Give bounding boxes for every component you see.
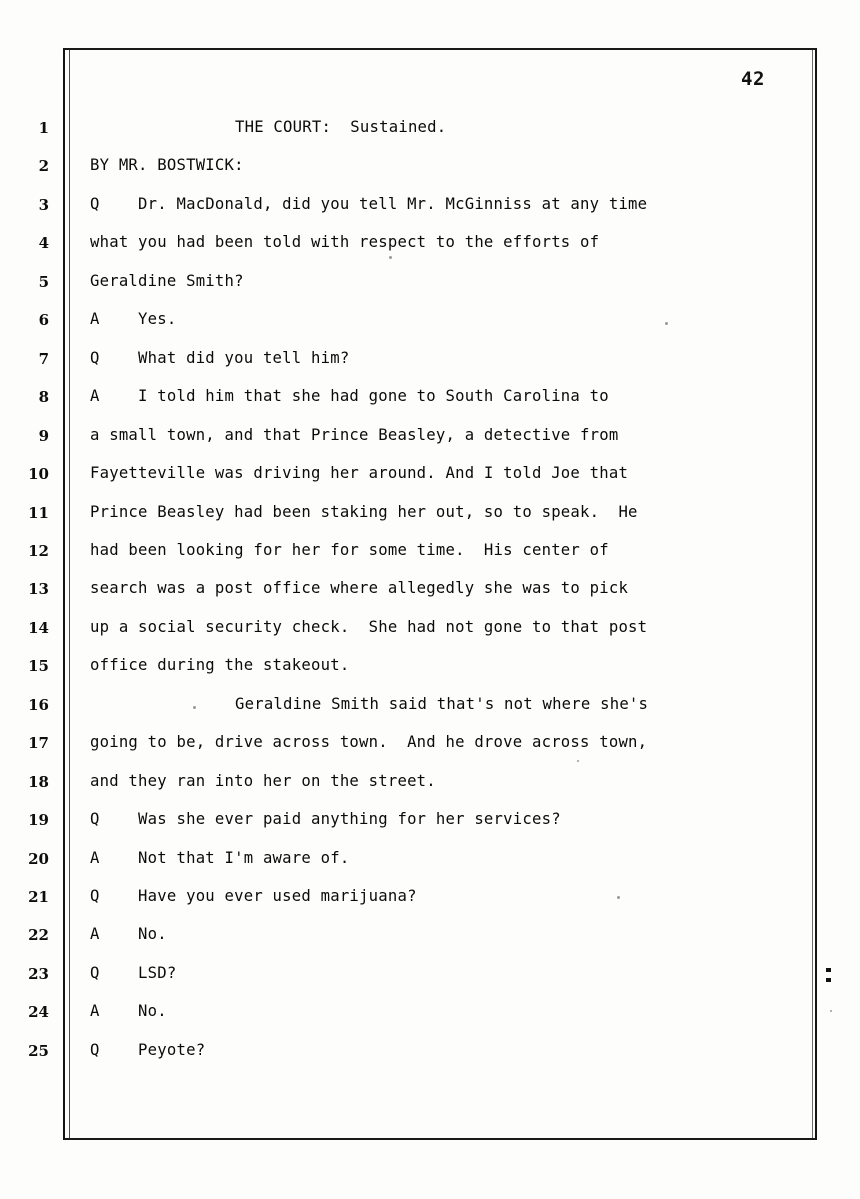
line-number: 15 [28,657,49,676]
line-number: 21 [28,888,49,906]
transcript-line: A No. [90,925,167,944]
transcript-line: A No. [90,1002,167,1021]
line-number: 11 [28,503,49,522]
scan-speckle [577,760,579,762]
scan-edge-mark [826,968,831,972]
transcript-line: Q What did you tell him? [90,348,350,367]
line-number: 17 [28,734,49,753]
transcript-line: Geraldine Smith said that's not where she's [235,694,649,713]
transcript-line: Q LSD? [90,963,177,982]
line-number: 2 [38,157,49,176]
transcript-line: BY MR. BOSTWICK: [90,156,244,175]
transcript-line: Geraldine Smith? [90,271,244,290]
line-number: 24 [28,1003,49,1022]
transcript-line: going to be, drive across town. And he drove across town, [90,733,648,752]
line-number: 1 [38,119,49,137]
transcript-line: Q Peyote? [90,1040,206,1059]
line-number: 4 [38,234,49,253]
line-number: 6 [38,311,49,330]
scan-speckle [193,706,196,709]
line-number: 14 [28,618,49,637]
line-number: 3 [38,195,49,214]
transcript-line: search was a post office where allegedly she was to pick [90,579,629,598]
line-number: 8 [38,388,49,407]
line-number: 5 [38,272,49,291]
line-number: 23 [28,964,49,983]
line-number: 20 [28,849,49,868]
transcript-line: and they ran into her on the street. [90,771,436,790]
line-number: 10 [28,465,49,484]
transcript-line: Q Was she ever paid anything for her services? [90,810,561,829]
page-number: 42 [741,68,765,90]
transcript-line: A Not that I'm aware of. [90,848,350,867]
transcript-line: Q Have you ever used marijuana? [90,887,417,905]
transcript-line: Q Dr. MacDonald, did you tell Mr. McGinniss at any time [90,194,648,213]
transcript-line: office during the stakeout. [90,656,350,675]
transcript-line: A I told him that she had gone to South Carolina to [90,387,609,406]
line-number: 7 [38,349,49,368]
transcript-line: up a social security check. She had not gone to that post [90,617,648,636]
transcript-line: a small town, and that Prince Beasley, a detective from [90,425,619,444]
line-number: 19 [28,811,49,830]
transcript-line: Prince Beasley had been staking her out, so to speak. He [90,502,638,521]
line-number: 9 [38,426,49,445]
scan-speckle [389,256,392,259]
transcript-line: THE COURT: Sustained. [235,118,447,136]
line-number: 22 [28,926,49,945]
scan-speckle [665,322,668,325]
scan-speckle [617,896,620,899]
line-number: 18 [28,772,49,791]
line-number: 16 [28,695,49,714]
scan-speckle [830,1010,832,1012]
scan-edge-mark [826,978,831,982]
transcript-line: Fayetteville was driving her around. And I told Joe that [90,464,629,483]
transcript-line: what you had been told with respect to the efforts of [90,233,600,252]
line-number: 25 [28,1041,49,1060]
line-number: 13 [28,580,49,599]
line-number: 12 [28,541,49,560]
transcript-line: had been looking for her for some time. His center of [90,540,609,559]
transcript-line: A Yes. [90,310,177,329]
